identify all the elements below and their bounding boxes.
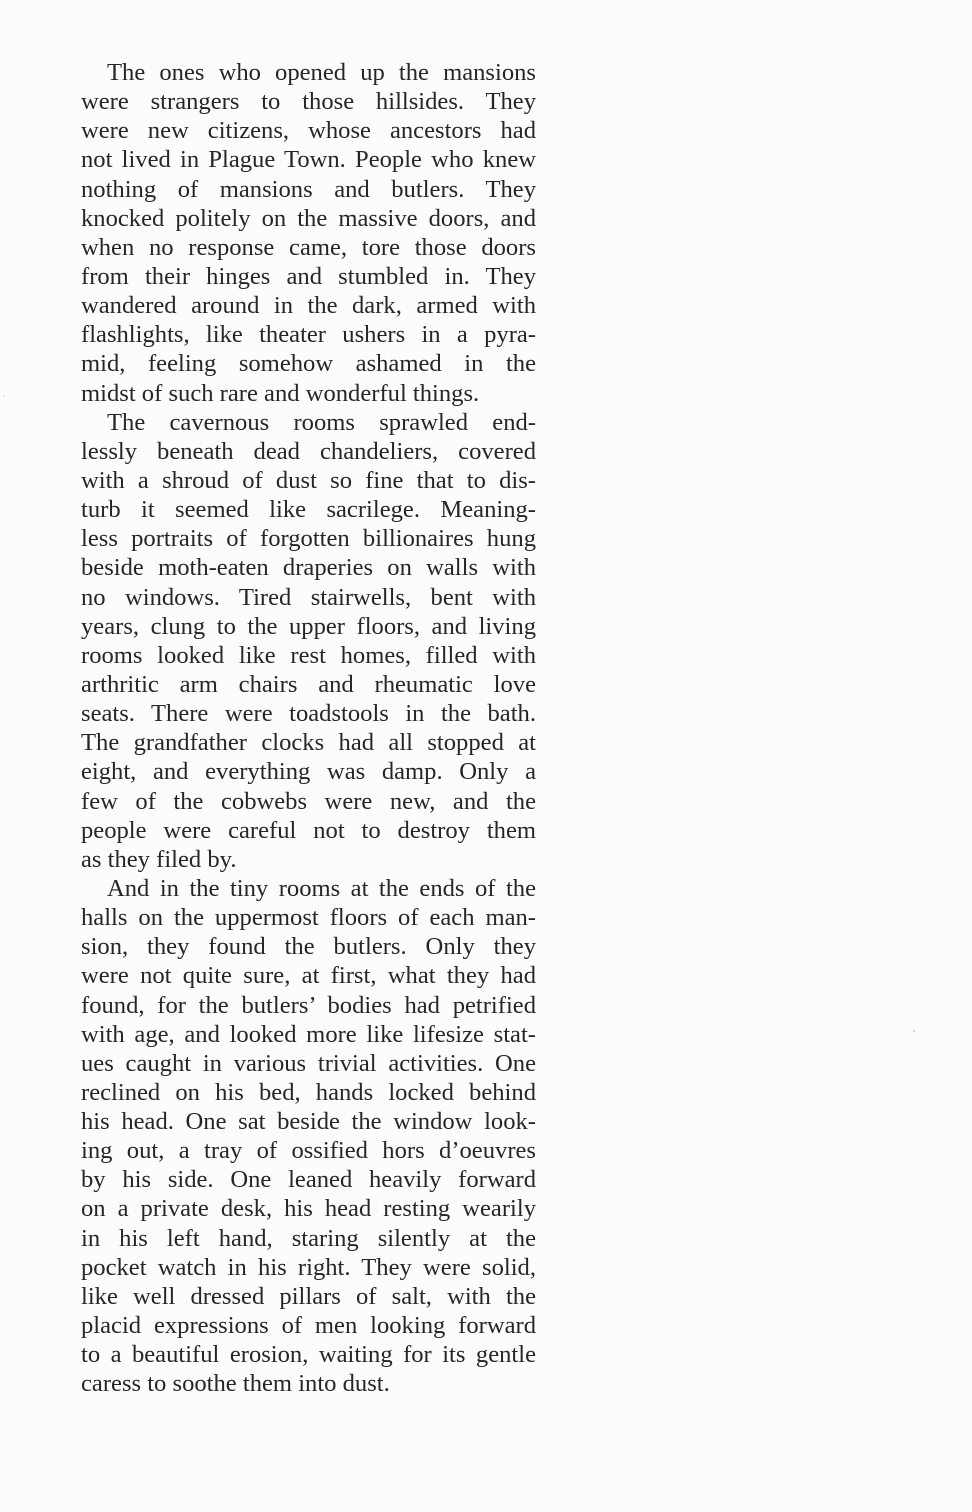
text-line: beside moth-eaten draperies on walls with: [81, 554, 536, 582]
text-line: years, clung to the upper floors, and living: [81, 612, 536, 640]
text-line: flashlights, like theater ushers in a pyra-: [81, 321, 536, 349]
text-line: rooms looked like rest homes, filled with: [81, 641, 536, 669]
text-line: his head. One sat beside the window look-: [81, 1108, 536, 1136]
text-line: few of the cobwebs were new, and the: [81, 787, 536, 815]
text-line: as they filed by.: [81, 845, 237, 873]
text-line: seats. There were toadstools in the bath.: [81, 700, 536, 728]
paragraph: [81, 408, 536, 874]
text-line: nothing of mansions and butlers. They: [81, 175, 536, 203]
text-line: from their hinges and stumbled in. They: [81, 262, 536, 290]
text-line: were new citizens, whose ancestors had: [81, 117, 536, 145]
text-line: And in the tiny rooms at the ends of the: [107, 874, 536, 902]
text-line: like well dressed pillars of salt, with the: [81, 1282, 536, 1310]
text-line: midst of such rare and wonderful things.: [81, 379, 480, 407]
text-line: were not quite sure, at first, what they had: [81, 962, 536, 990]
text-line: mid, feeling somehow ashamed in the: [81, 350, 536, 378]
text-line: The ones who opened up the mansions: [107, 59, 536, 86]
text-line: ing out, a tray of ossified hors d’oeuvres: [81, 1137, 536, 1165]
text-line: pocket watch in his right. They were solid,: [81, 1253, 536, 1281]
scan-speck: [913, 1030, 915, 1032]
text-line: were strangers to those hillsides. They: [81, 88, 536, 116]
text-line: in his left hand, staring silently at the: [81, 1224, 536, 1252]
text-line: ues caught in various trivial activities. One: [81, 1049, 536, 1077]
text-line: placid expressions of men looking forward: [81, 1312, 536, 1340]
text-line: wandered around in the dark, armed with: [81, 292, 536, 320]
text-line: when no response came, tore those doors: [81, 233, 536, 261]
text-line: not lived in Plague Town. People who knew: [81, 146, 536, 174]
text-line: no windows. Tired stairwells, bent with: [81, 583, 536, 611]
text-line: with a shroud of dust so fine that to dis-: [81, 466, 536, 494]
text-line: less portraits of forgotten billionaires hung: [81, 525, 536, 553]
text-line: to a beautiful erosion, waiting for its gentle: [81, 1341, 536, 1369]
text-line: on a private desk, his head resting wearily: [81, 1195, 536, 1223]
scan-speck: [3, 395, 5, 397]
text-column: [81, 58, 536, 1398]
paragraph: [81, 58, 536, 408]
text-line: halls on the uppermost floors of each man-: [81, 904, 536, 932]
text-line: with age, and looked more like lifesize stat-: [81, 1020, 536, 1048]
text-line: turb it seemed like sacrilege. Meaning-: [81, 496, 536, 524]
text-line: sion, they found the butlers. Only they: [81, 933, 536, 961]
text-line: The grandfather clocks had all stopped at: [81, 729, 536, 757]
text-line: caress to soothe them into dust.: [81, 1370, 390, 1398]
text-line: lessly beneath dead chandeliers, covered: [81, 437, 536, 465]
text-line: reclined on his bed, hands locked behind: [81, 1078, 536, 1106]
text-line: arthritic arm chairs and rheumatic love: [81, 670, 536, 698]
text-line: found, for the butlers’ bodies had petrified: [81, 991, 536, 1019]
text-line: The cavernous rooms sprawled end-: [107, 408, 536, 436]
text-line: people were careful not to destroy them: [81, 816, 536, 844]
text-line: eight, and everything was damp. Only a: [81, 758, 536, 786]
text-line: knocked politely on the massive doors, and: [81, 204, 536, 232]
text-line: by his side. One leaned heavily forward: [81, 1166, 536, 1194]
paragraph: [81, 874, 536, 1399]
